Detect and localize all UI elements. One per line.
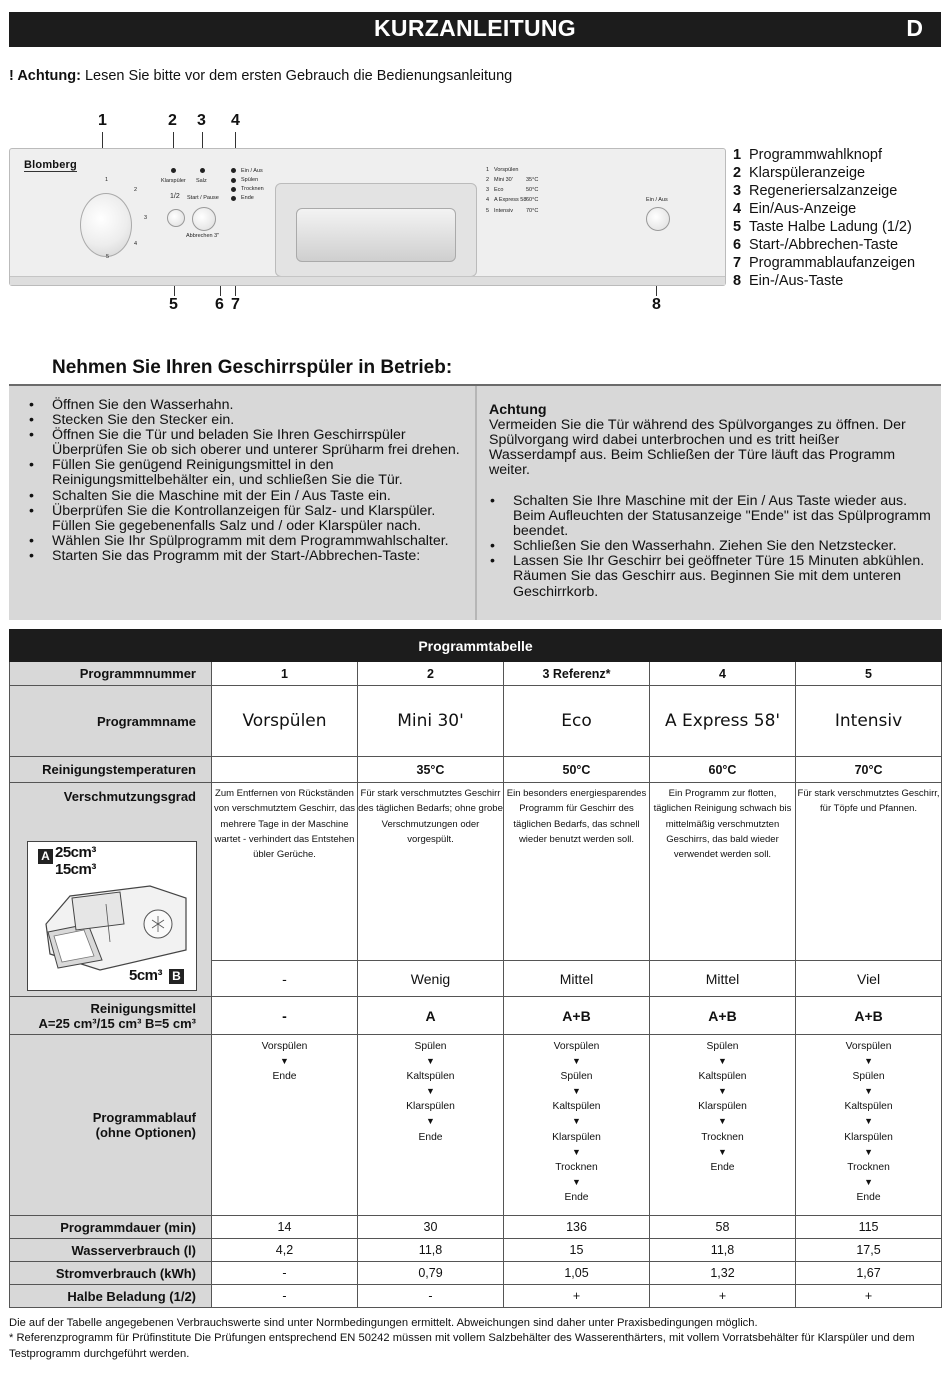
status-led-wash xyxy=(231,178,236,183)
language-code: D xyxy=(906,15,923,41)
flow-step: Vorspülen xyxy=(553,1041,600,1052)
flow-arrow-icon: ▼ xyxy=(864,1116,873,1127)
knob-number-3: 3 xyxy=(144,215,148,221)
soil-level: - xyxy=(212,961,358,997)
flow-step: Trocknen xyxy=(555,1161,598,1173)
flow-step: Klarspülen xyxy=(698,1101,747,1113)
rinse-aid-label: Klarspüler xyxy=(161,178,186,184)
flow-arrow-icon: ▼ xyxy=(426,1116,435,1127)
water-value: 17,5 xyxy=(796,1239,942,1262)
warning-label: ! Achtung: xyxy=(9,68,81,84)
program-flow xyxy=(358,1035,504,1216)
footnote: Die auf der Tabelle angegebenen Verbrauchswerte sind unter Normbedingungen ermittelt. Abweichungen sind daher unter Praxisbedingungen möglich. xyxy=(9,1317,758,1329)
program-name: Eco xyxy=(504,686,650,757)
program-list-temp: 35°C xyxy=(526,177,539,183)
after-step-item: • Schalten Sie Ihre Maschine mit der Ein / Aus Taste wieder aus. Beim Aufleuchten der Statusanzeige "Ende" ist das Spülprogramm beendet. xyxy=(477,494,932,539)
legend-item: 3 Regeneriersalzanzeige xyxy=(733,183,898,199)
control-panel-figure xyxy=(0,108,950,318)
compartment-a-volume-large: 25cm³ xyxy=(55,844,96,861)
program-list-name: A Express 58' xyxy=(494,197,528,203)
panel-legend xyxy=(733,146,915,290)
program-description: Ein besonders energiesparendes Programm für Geschirr des täglichen Bedarfs, das schnell wieder benutzt werden soll. xyxy=(504,783,650,961)
half-load-button xyxy=(167,209,185,227)
program-description: Ein Programm zur flotten, täglichen Reinigung schwach bis mittelmäßig verschmutzten Geschirrs, das bald wieder verwendet werden soll. xyxy=(650,783,796,961)
program-flow xyxy=(650,1035,796,1216)
cancel-label: Abbrechen 3" xyxy=(186,233,220,239)
flow-arrow-icon: ▼ xyxy=(718,1056,727,1067)
water-value: 4,2 xyxy=(212,1239,358,1262)
flow-step: Klarspülen xyxy=(552,1131,601,1143)
table-caption: Programmtabelle xyxy=(10,630,942,662)
row-label-detergent xyxy=(10,997,212,1035)
flow-step: Spülen xyxy=(560,1071,593,1083)
table-row xyxy=(10,1239,942,1262)
row-label-duration: Programmdauer (min) xyxy=(10,1216,212,1239)
detergent-amount: A+B xyxy=(796,997,942,1035)
program-list-temp: 70°C xyxy=(526,208,539,214)
power-value: 1,32 xyxy=(650,1262,796,1285)
warning-text: Lesen Sie bitte vor dem ersten Gebrauch die Bedienungsanleitung xyxy=(84,68,513,84)
table-row xyxy=(10,662,942,686)
program-number: 5 xyxy=(796,662,942,686)
flow-step: Klarspülen xyxy=(406,1101,455,1113)
water-value: 15 xyxy=(504,1239,650,1262)
power-button-label: Ein / Aus xyxy=(646,197,668,203)
status-label-dry: Trocknen xyxy=(241,186,264,192)
attention-panel xyxy=(475,386,943,620)
duration-value: 136 xyxy=(504,1216,650,1239)
program-list-number: 3 xyxy=(486,187,490,193)
program-table xyxy=(9,629,942,1308)
status-led-dry xyxy=(231,187,236,192)
detergent-amount: A xyxy=(358,997,504,1035)
detergent-sublabel: A=25 cm³/15 cm³ B=5 cm³ xyxy=(38,1015,196,1031)
program-list-number: 1 xyxy=(486,167,490,173)
row-label-power: Stromverbrauch (kWh) xyxy=(10,1262,212,1285)
flow-arrow-icon: ▼ xyxy=(572,1146,581,1157)
flow-step: Ende xyxy=(418,1131,443,1143)
rinse-aid-led xyxy=(171,168,176,173)
salt-led xyxy=(200,168,205,173)
program-knob xyxy=(80,193,132,257)
program-temp: 35°C xyxy=(358,757,504,783)
soil-level: Wenig xyxy=(358,961,504,997)
compartment-b-badge: B xyxy=(169,969,184,984)
soil-level: Viel xyxy=(796,961,942,997)
program-list-name: Vorspülen xyxy=(494,167,519,173)
brand-logo: Blomberg xyxy=(24,159,77,171)
after-step-item: • Schließen Sie den Wasserhahn. Ziehen Sie den Netzstecker. xyxy=(477,539,932,554)
legend-item: 2 Klarspüleranzeige xyxy=(733,165,866,181)
flow-arrow-icon: ▼ xyxy=(718,1086,727,1097)
power-value: 1,67 xyxy=(796,1262,942,1285)
water-value: 11,8 xyxy=(650,1239,796,1262)
duration-value: 115 xyxy=(796,1216,942,1239)
program-flow xyxy=(212,1035,358,1216)
soil-level: Mittel xyxy=(504,961,650,997)
legend-item: 7 Programmablaufanzeigen xyxy=(733,255,916,271)
program-number: 4 xyxy=(650,662,796,686)
half-load-value: - xyxy=(212,1285,358,1308)
flow-arrow-icon: ▼ xyxy=(572,1116,581,1127)
row-label-number: Programmnummer xyxy=(10,662,212,686)
half-load-value: + xyxy=(650,1285,796,1308)
half-load-value: - xyxy=(358,1285,504,1308)
knob-number-2: 2 xyxy=(134,187,138,193)
flow-arrow-icon: ▼ xyxy=(426,1056,435,1067)
callout-3: 3 xyxy=(197,112,206,129)
flow-step: Trocknen xyxy=(847,1161,890,1173)
flow-step: Klarspülen xyxy=(844,1131,893,1143)
program-number: 2 xyxy=(358,662,504,686)
half-load-value: + xyxy=(796,1285,942,1308)
water-value: 11,8 xyxy=(358,1239,504,1262)
callout-7: 7 xyxy=(231,296,240,313)
flow-step: Spülen xyxy=(706,1041,739,1052)
warning-line xyxy=(9,68,512,84)
page-title: KURZANLEITUNG xyxy=(374,15,576,41)
flow-arrow-icon: ▼ xyxy=(572,1086,581,1097)
step-item: • Stecken Sie den Stecker ein. xyxy=(9,413,464,428)
table-row xyxy=(10,1035,942,1216)
program-list-name: Intensiv xyxy=(494,208,513,214)
flow-arrow-icon: ▼ xyxy=(718,1146,727,1157)
program-description: Für stark verschmutztes Geschirr, für Töpfe und Pfannen. xyxy=(796,783,942,961)
flow-step: Spülen xyxy=(852,1071,885,1083)
flow-step: Vorspülen xyxy=(845,1041,892,1052)
flow-step: Ende xyxy=(272,1071,297,1083)
program-description: Für stark verschmutztes Geschirr des täglichen Bedarfs; ohne grobe Verschmutzungen oder vorgespült. xyxy=(358,783,504,961)
start-pause-label: Start / Pause xyxy=(187,195,219,201)
legend-item: 6 Start-/Abbrechen-Taste xyxy=(733,237,899,253)
dispenser-drawing xyxy=(40,884,190,974)
program-name: Mini 30' xyxy=(358,686,504,757)
status-label-end: Ende xyxy=(241,195,254,201)
step-item: • Füllen Sie genügend Reinigungsmittel in den Reinigungsmittelbehälter ein, und schließen Sie die Tür. xyxy=(9,458,464,488)
step-item: • Öffnen Sie die Tür und beladen Sie Ihren Geschirrspüler Überprüfen Sie ob sich oberer und unterer Sprüharm frei drehen. xyxy=(9,428,464,458)
flow-arrow-icon: ▼ xyxy=(572,1056,581,1067)
legend-item: 1 Programmwahlknopf xyxy=(733,147,882,163)
table-row xyxy=(10,783,942,961)
header-bar xyxy=(9,12,941,47)
status-label-wash: Spülen xyxy=(241,177,259,183)
table-row xyxy=(10,1262,942,1285)
detergent-dispenser-illustration xyxy=(27,841,197,991)
soil-level: Mittel xyxy=(650,961,796,997)
footnotes xyxy=(9,1316,941,1362)
legend-item: 4 Ein/Aus-Anzeige xyxy=(733,201,857,217)
power-value: 1,05 xyxy=(504,1262,650,1285)
program-name: A Express 58' xyxy=(650,686,796,757)
flow-step: Kaltspülen xyxy=(844,1101,893,1113)
duration-value: 58 xyxy=(650,1216,796,1239)
attention-text: Vermeiden Sie die Tür während des Spülvorganges zu öffnen. Der Spülvorgang wird dabei unterbrochen und es tritt heißer Wasserdampf aus. Beim Schließen der Türe läuft das Programm weiter. xyxy=(489,417,906,479)
flow-sublabel: (ohne Optionen) xyxy=(95,1125,196,1140)
step-item: • Schalten Sie die Maschine mit der Ein / Aus Taste ein. xyxy=(9,489,464,504)
knob-number-1: 1 xyxy=(105,177,109,183)
flow-step: Spülen xyxy=(414,1041,447,1052)
program-name: Intensiv xyxy=(796,686,942,757)
power-value: - xyxy=(212,1262,358,1285)
program-flow xyxy=(796,1035,942,1216)
detergent-amount: A+B xyxy=(504,997,650,1035)
half-load-value: + xyxy=(504,1285,650,1308)
status-label-power: Ein / Aus xyxy=(241,168,263,174)
intro-steps xyxy=(9,386,473,620)
row-label-name: Programmname xyxy=(10,686,212,757)
table-row xyxy=(10,997,942,1035)
flow-step: Ende xyxy=(710,1161,735,1173)
duration-value: 14 xyxy=(212,1216,358,1239)
start-cancel-button xyxy=(192,207,216,231)
compartment-a-volume-small: 15cm³ xyxy=(55,861,96,878)
row-label-flow xyxy=(10,1035,212,1216)
program-list-number: 2 xyxy=(486,177,490,183)
intro-heading: Nehmen Sie Ihren Geschirrspüler in Betrieb: xyxy=(52,357,453,378)
step-item: • Starten Sie das Programm mit der Start-/Abbrechen-Taste: xyxy=(9,549,464,564)
row-label-water: Wasserverbrauch (l) xyxy=(10,1239,212,1262)
status-led-end xyxy=(231,196,236,201)
program-list-number: 4 xyxy=(486,197,490,203)
power-button xyxy=(646,207,670,231)
after-step-item: • Lassen Sie Ihr Geschirr bei geöffneter Türe 15 Minuten abkühlen. Räumen Sie das Geschirr aus. Beginnen Sie mit dem unteren Geschirrkorb. xyxy=(477,554,932,599)
detergent-label: Reinigungsmittel xyxy=(90,1000,196,1016)
flow-step: Kaltspülen xyxy=(552,1101,601,1113)
flow-step: Ende xyxy=(564,1191,589,1203)
knob-number-5: 5 xyxy=(106,254,110,260)
detergent-amount: - xyxy=(212,997,358,1035)
program-description: Zum Entfernen von Rückständen von verschmutztem Geschirr, das mehrere Tage in der Maschine wartet - verhindert das Entstehen übler Gerüche. xyxy=(212,783,358,961)
program-temp xyxy=(212,757,358,783)
salt-label: Salz xyxy=(196,178,207,184)
callout-6: 6 xyxy=(215,296,224,313)
flow-step: Ende xyxy=(856,1191,881,1203)
legend-item: 8 Ein-/Aus-Taste xyxy=(733,273,844,289)
table-row xyxy=(10,1216,942,1239)
knob-number-4: 4 xyxy=(134,241,138,247)
flow-arrow-icon: ▼ xyxy=(426,1086,435,1097)
program-list-name: Eco xyxy=(494,187,504,193)
program-flow xyxy=(504,1035,650,1216)
row-label-soil xyxy=(10,783,212,997)
row-label-temp: Reinigungstemperaturen xyxy=(10,757,212,783)
flow-label: Programmablauf xyxy=(92,1110,196,1125)
flow-step: Trocknen xyxy=(701,1131,744,1143)
flow-arrow-icon: ▼ xyxy=(864,1056,873,1067)
compartment-a-badge: A xyxy=(38,849,53,864)
program-temp: 70°C xyxy=(796,757,942,783)
footnote: * Referenzprogramm für Prüfinstitute Die Prüfungen entsprechend EN 50242 müssen mit vollem Salzbehälter des Wasserenthärters, mit vollem Vorratsbehälter für Klarspüler und dem Testprogramm durchgeführt werden. xyxy=(9,1332,915,1360)
flow-step: Vorspülen xyxy=(261,1041,308,1052)
detergent-amount: A+B xyxy=(650,997,796,1035)
callout-5: 5 xyxy=(169,296,178,313)
callout-8: 8 xyxy=(652,296,661,313)
program-list-temp: 50°C xyxy=(526,187,539,193)
flow-step: Kaltspülen xyxy=(698,1071,747,1083)
table-row xyxy=(10,1285,942,1308)
flow-arrow-icon: ▼ xyxy=(864,1086,873,1097)
callout-4: 4 xyxy=(231,112,240,129)
program-number: 1 xyxy=(212,662,358,686)
legend-item: 5 Taste Halbe Ladung (1/2) xyxy=(733,219,912,235)
attention-title: Achtung xyxy=(489,402,547,418)
flow-arrow-icon: ▼ xyxy=(864,1176,873,1187)
program-temp: 60°C xyxy=(650,757,796,783)
control-panel xyxy=(9,148,726,286)
callout-2: 2 xyxy=(168,112,177,129)
table-row xyxy=(10,686,942,757)
table-row xyxy=(10,757,942,783)
row-label-half-load: Halbe Beladung (1/2) xyxy=(10,1285,212,1308)
program-list-temp: 60°C xyxy=(526,197,539,203)
step-item: • Überprüfen Sie die Kontrollanzeigen für Salz- und Klarspüler. Füllen Sie gegebenenfalls Salz und / oder Klarspüler nach. xyxy=(9,504,464,534)
program-list-number: 5 xyxy=(486,208,490,214)
flow-arrow-icon: ▼ xyxy=(280,1056,289,1067)
half-load-label: 1/2 xyxy=(170,193,180,200)
flow-step: Kaltspülen xyxy=(406,1071,455,1083)
program-list-name: Mini 30' xyxy=(494,177,513,183)
intro-box xyxy=(9,384,941,620)
duration-value: 30 xyxy=(358,1216,504,1239)
flow-arrow-icon: ▼ xyxy=(718,1116,727,1127)
callout-1: 1 xyxy=(98,112,107,129)
compartment-b-volume: 5cm³ xyxy=(129,967,163,984)
soil-label-text: Verschmutzungsgrad xyxy=(63,789,196,804)
flow-arrow-icon: ▼ xyxy=(572,1176,581,1187)
program-temp: 50°C xyxy=(504,757,650,783)
step-item: • Öffnen Sie den Wasserhahn. xyxy=(9,398,464,413)
step-item: • Wählen Sie Ihr Spülprogramm mit dem Programmwahlschalter. xyxy=(9,534,464,549)
program-number: 3 Referenz* xyxy=(504,662,650,686)
door-handle-recess xyxy=(275,183,477,277)
program-name: Vorspülen xyxy=(212,686,358,757)
status-led-power xyxy=(231,168,236,173)
power-value: 0,79 xyxy=(358,1262,504,1285)
flow-arrow-icon: ▼ xyxy=(864,1146,873,1157)
